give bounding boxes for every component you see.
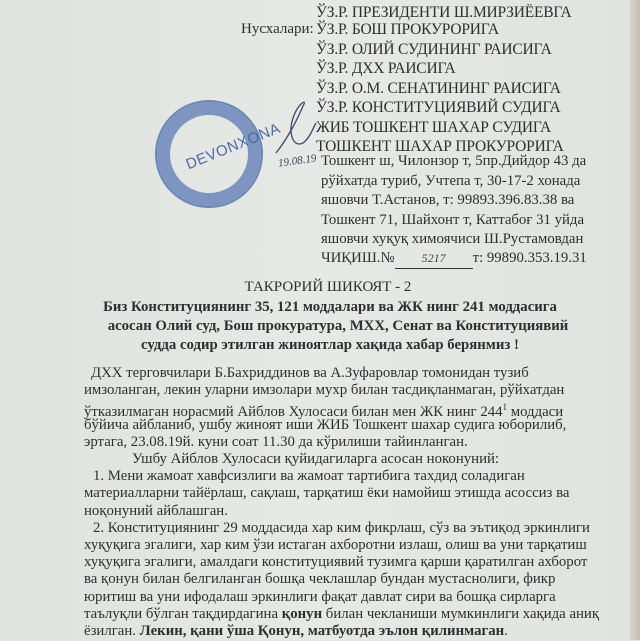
body-line: хуқуқига эгалиги, амалдаги конституциявий тузимга қарши қаратилган ахборот — [84, 554, 588, 571]
copy-recipient: ЎЗ.Р. О.М. СЕНАТИНИНГ РАИСИГА — [316, 79, 561, 97]
copy-recipient: ТОШКЕНТ ШАХАР ПРОКУРОРИГА — [316, 138, 564, 155]
list-item-1: 1. Мени жамоат хавфсизлиги ва жамоат тартибига тахдид соладиган — [93, 468, 525, 485]
body-line: ДХХ терговчилари Б.Бахриддинов ва А.Зуфаровлар томонидан тузиб — [91, 365, 529, 381]
sender-line: Тошкент ш, Чилонзор т, 5пр.Дийдор 43 да — [321, 153, 587, 169]
copy-recipient: ЎЗ.Р. ДХХ РАИСИГА — [316, 60, 456, 77]
body-text: билан чекланиши мумкинлиги хақида аниқ — [322, 605, 600, 622]
superscript: 1 — [502, 402, 508, 413]
stamp-word: DEVONXONA — [183, 119, 283, 174]
body-line: хуқуқига эгалиги, хар ким ўзи истаган ахборотни излаш, олиш ва уни тарқатиш — [84, 537, 587, 553]
body-line — [84, 605, 599, 624]
subtitle-line: судда содир этилган жиноятлар хақида хабар берянмиз ! — [141, 337, 519, 353]
bold-sentence: Лекин, қани ўша Қонун, матбуотда эълон қилинмаган — [139, 623, 505, 639]
body-line: бўйича айбланиб, ушбу жиноят иши ЖИБ Тошкент шахар судига юборилиб, — [84, 416, 567, 433]
body-line: юритиш ва уни ифодалаш эркинлиги фақат давлат сири ва бошқа сирларга — [84, 588, 556, 605]
signature-icon — [268, 98, 318, 158]
outgoing-number-line — [321, 249, 587, 269]
body-line: эртага, 23.08.19й. куни соат 11.30 да кўрилиши тайинланган. — [84, 433, 468, 450]
body-text: . — [504, 623, 508, 639]
outgoing-phone: т: 99890.353.19.31 — [472, 250, 587, 266]
outgoing-number: 5217 — [395, 249, 473, 269]
body-text: ёзилган. — [84, 623, 140, 639]
body-line: ва қонун билан белгиланган бошқа чеклашлар бундан мустаснолиги, фикр — [84, 571, 556, 588]
copies-label: Нусхалари: — [241, 21, 314, 37]
body-text: моддаси — [507, 404, 564, 421]
sender-line: яшовчи хуқуқ химоячиси Ш.Рустамовдан — [321, 231, 584, 247]
stamp-date: 19.08.19 — [277, 152, 318, 170]
sender-line: яшовчи Т.Астанов, т: 99893.396.83.38 ва — [321, 192, 575, 208]
body-line: имзоланган, лекин уларни имзолари мухр билан тасдиқланмаган, рўйхатдан — [84, 382, 565, 399]
copy-recipient: ЖИБ ТОШКЕНТ ШАХАР СУДИГА — [316, 118, 551, 136]
body-line: Ушбу Айблов Хулосаси қуйидагиларга асосан ноконуний: — [132, 451, 500, 467]
body-text: таълуқли бўлган тақдирдагина — [84, 605, 279, 622]
addressee: ЎЗ.Р. ПРЕЗИДЕНТИ Ш.МИРЗИЁЕВГА — [316, 4, 572, 21]
body-line — [84, 622, 508, 641]
list-item-2: 2. Конституциянинг 29 моддасида хар ким фикрлаш, сўз ва эътиқод эркинлиги — [93, 519, 590, 536]
copy-recipient: ЎЗ.Р. ОЛИЙ СУДИНИНГ РАИСИГА — [316, 40, 552, 58]
outgoing-label: ЧИҚИШ.№ — [321, 250, 395, 266]
bold-word: қонун — [281, 605, 323, 622]
copy-recipient: ЎЗ.Р. БОШ ПРОКУРОРИГА — [316, 21, 499, 38]
subtitle-line: асосан Олий суд, Бош прокуратура, МХХ, Сенат ва Конституциявий — [107, 318, 569, 334]
sender-line: рўйхатда туриб, Учтепа т, 30-17-2 хонада — [321, 172, 581, 189]
document-title: ТАКРОРИЙ ШИКОЯТ - 2 — [244, 279, 412, 295]
body-text: ўтказилмаган норасмий Айблов Хулосаси билан мен ЖК нинг 244 — [84, 404, 503, 421]
copy-recipient: ЎЗ.Р. КОНСТИТУЦИЯВИЙ СУДИГА — [316, 99, 561, 116]
subtitle-line: Биз Конституциянинг 35, 121 моддалари ва ЖК нинг 241 моддасига — [103, 299, 557, 315]
sender-line: Тошкент 71, Шайхонт т, Каттабоғ 31 уйда — [321, 211, 585, 228]
body-line: ноқонуний айблашган. — [84, 502, 228, 519]
body-line: материалларни тайёрлаш, сақлаш, тарқатиш ёки намойиш этишда асоссиз ва — [84, 485, 570, 502]
